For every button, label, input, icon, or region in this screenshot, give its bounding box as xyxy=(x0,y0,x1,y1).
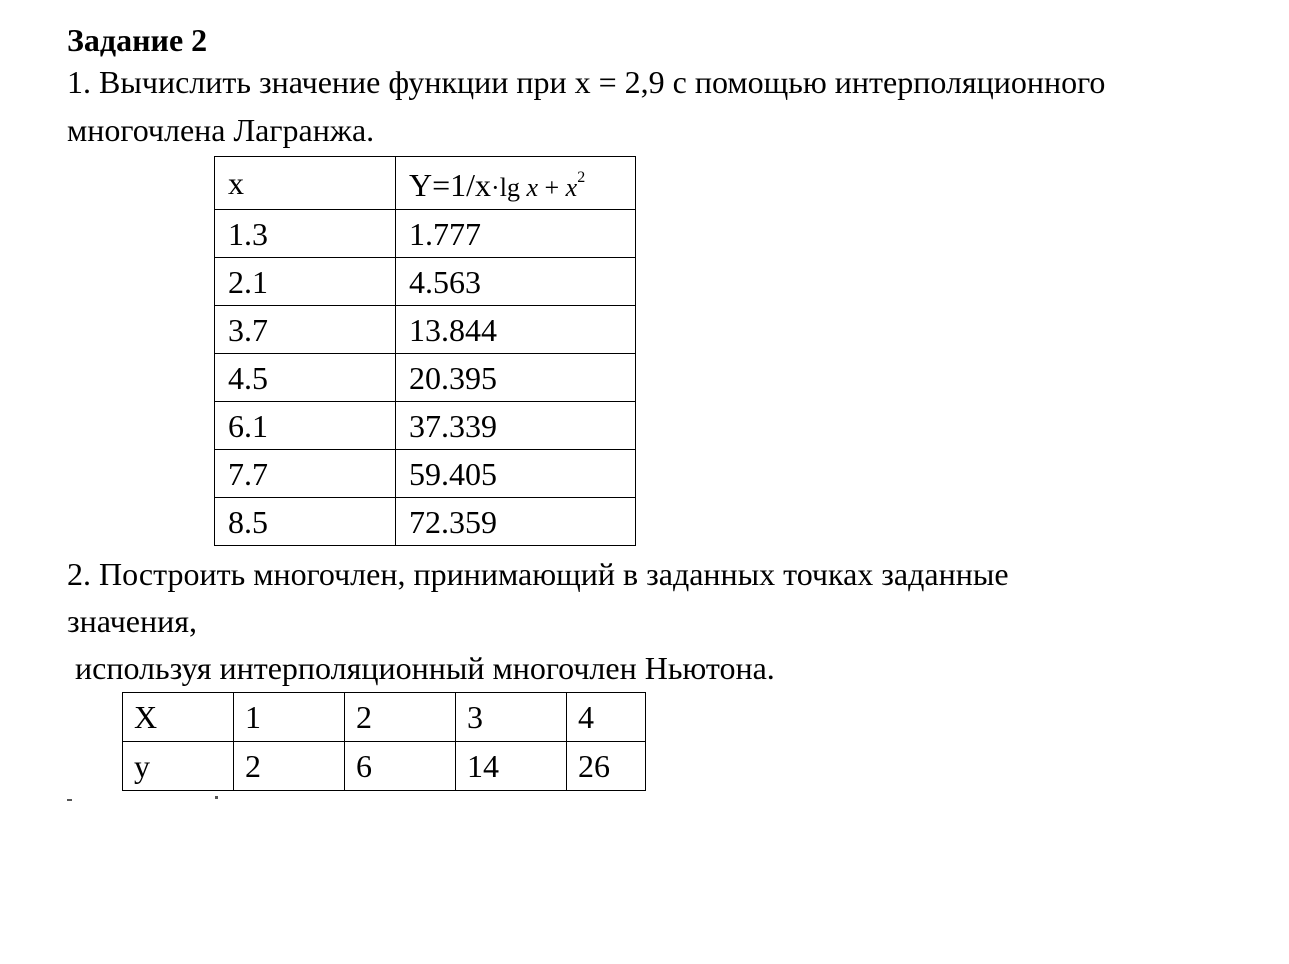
cell-y: 20.395 xyxy=(396,354,636,402)
table-row-x xyxy=(123,693,646,742)
cell-y-value: 26 xyxy=(567,742,646,791)
formula-exponent: 2 xyxy=(577,169,586,186)
cell-x-value: 1 xyxy=(234,693,345,742)
table-row xyxy=(215,210,636,258)
newton-data-table xyxy=(122,692,646,791)
table-row xyxy=(215,450,636,498)
cell-x: 4.5 xyxy=(215,354,396,402)
cell-x: 7.7 xyxy=(215,450,396,498)
table-row xyxy=(215,306,636,354)
cell-y: 59.405 xyxy=(396,450,636,498)
cell-y: 4.563 xyxy=(396,258,636,306)
cell-x-value: 3 xyxy=(456,693,567,742)
cropped-text-remnant xyxy=(67,796,227,802)
row-label-x: X xyxy=(123,693,234,742)
cell-y: 72.359 xyxy=(396,498,636,546)
item2-text-line2: значения, xyxy=(67,603,197,639)
formula-left: Y=1/x xyxy=(409,167,492,203)
table-row xyxy=(215,498,636,546)
cell-y: 1.777 xyxy=(396,210,636,258)
item2-text-line1: 2. Построить многочлен, принимающий в заданных точках заданные xyxy=(67,556,1009,592)
formula-x1: x xyxy=(526,173,538,202)
cell-x: 1.3 xyxy=(215,210,396,258)
formula-lg: lg xyxy=(499,173,520,202)
item1-text-line2: многочлена Лагранжа. xyxy=(67,112,375,148)
cell-x-value: 4 xyxy=(567,693,646,742)
header-x: x xyxy=(215,157,396,210)
lagrange-data-table xyxy=(214,156,636,546)
table-row xyxy=(215,402,636,450)
cell-x-value: 2 xyxy=(345,693,456,742)
row-label-y: y xyxy=(123,742,234,791)
table-row xyxy=(215,258,636,306)
formula-dot: · xyxy=(491,173,500,202)
table-header-row xyxy=(215,157,636,210)
table-row-y xyxy=(123,742,646,791)
item2-text-line3: используя интерполяционный многочлен Ньютона. xyxy=(67,650,775,686)
cell-y-value: 14 xyxy=(456,742,567,791)
cell-x: 3.7 xyxy=(215,306,396,354)
task-title: Задание 2 xyxy=(67,22,208,58)
cell-y: 37.339 xyxy=(396,402,636,450)
table-row xyxy=(215,354,636,402)
cell-y: 13.844 xyxy=(396,306,636,354)
item1-text-line1: 1. Вычислить значение функции при x = 2,9 с помощью интерполяционного xyxy=(67,64,1106,100)
cell-y-value: 6 xyxy=(345,742,456,791)
formula-right xyxy=(491,169,586,202)
cell-y-value: 2 xyxy=(234,742,345,791)
cell-x: 8.5 xyxy=(215,498,396,546)
cell-x: 2.1 xyxy=(215,258,396,306)
cell-x: 6.1 xyxy=(215,402,396,450)
formula-plus: + xyxy=(538,173,566,202)
header-function-formula xyxy=(396,157,636,210)
formula-x2: x xyxy=(565,173,578,202)
